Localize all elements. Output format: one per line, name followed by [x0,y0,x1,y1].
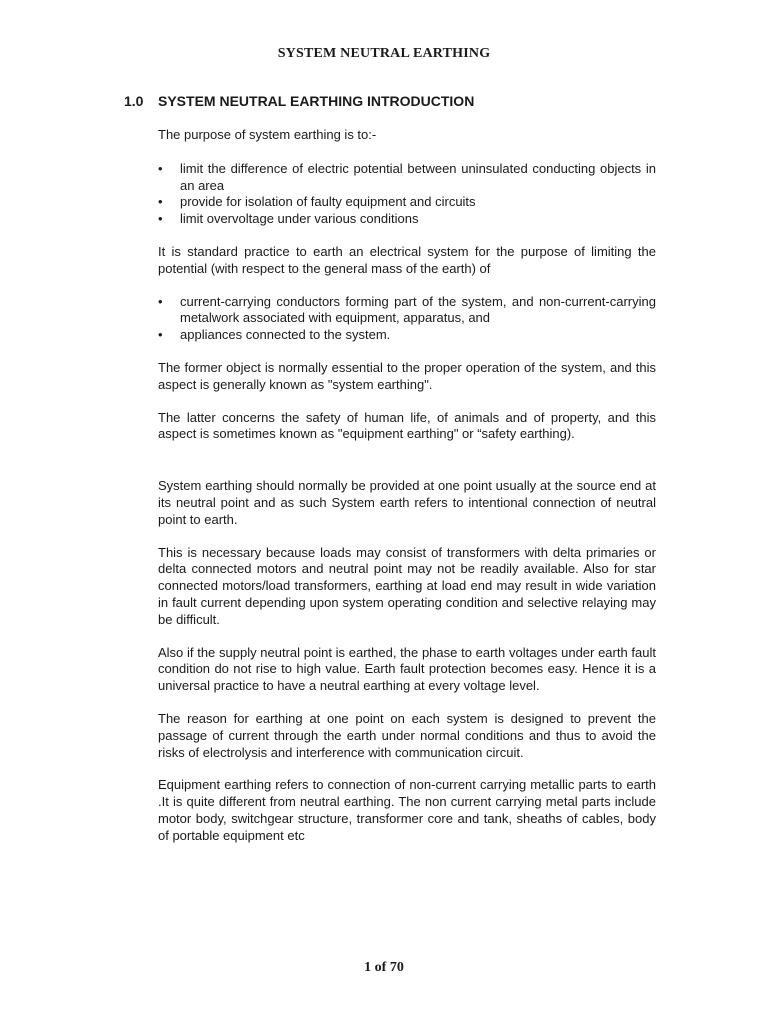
paragraph-supply-neutral: Also if the supply neutral point is earthed, the phase to earth voltages under earth fault condition do not rise to high value. Earth fault protection becomes easy. Hence it is a universal practice to have a neutral earthing at every voltage level. [158,644,656,694]
paragraph-necessary: This is necessary because loads may consist of transformers with delta primaries or delta connected motors and neutral point may not be readily available. Also for star connected motors/load transformers, earthing at load end may result in wide variation in fault current depending upon system operating condition and selective relaying may be difficult. [158,544,656,627]
paragraph-former-object: The former object is normally essential to the proper operation of the system, and this aspect is generally known as "system earthing". [158,359,656,392]
bullet-icon: • [158,194,163,210]
limits-list [158,294,656,344]
bullet-icon: • [158,327,163,343]
paragraph-equipment-earthing: Equipment earthing refers to connection of non-current carrying metallic parts to earth .It is quite different from neutral earthing. The non current carrying metal parts include motor body, switchgear structure, transformer core and tank, sheaths of cables, body of portable equipment etc [158,777,656,843]
paragraph-standard-practice: It is standard practice to earth an electrical system for the purpose of limiting the potential (with respect to the general mass of the earth) of [158,243,656,276]
intro-paragraph: The purpose of system earthing is to:- [158,127,377,142]
section-heading [124,93,474,109]
list-item: • provide for isolation of faulty equipment and circuits [158,194,476,210]
page-header-title: SYSTEM NEUTRAL EARTHING [277,46,491,61]
purpose-list [158,161,656,228]
section-title: SYSTEM NEUTRAL EARTHING INTRODUCTION [158,93,475,109]
list-item: • limit the difference of electric potential between uninsulated conducting objects in an area [158,160,656,193]
list-item: • current-carrying conductors forming part of the system, and non-current-carrying metalwork associated with equipment, apparatus, and [158,293,656,326]
paragraph-latter-concerns: The latter concerns the safety of human life, of animals and of property, and this aspect is sometimes known as "equipment earthing" or “safety earthing). [158,409,656,442]
bullet-icon: • [158,293,163,309]
list-item: • appliances connected to the system. [158,327,391,343]
paragraph-reason: The reason for earthing at one point on each system is designed to prevent the passage of current through the earth under normal conditions and thus to avoid the risks of electrolysis and interference with communication circuit. [158,710,656,760]
bullet-icon: • [158,211,163,227]
document-body [158,127,656,845]
section-number: 1.0 [124,93,144,109]
bullet-icon: • [158,160,163,176]
page-number: 1 of 70 [364,960,404,975]
list-item: • limit overvoltage under various conditions [158,211,419,227]
paragraph-system-earthing: System earthing should normally be provided at one point usually at the source end at its neutral point and as such System earth refers to intentional connection of neutral point to earth. [158,478,656,527]
